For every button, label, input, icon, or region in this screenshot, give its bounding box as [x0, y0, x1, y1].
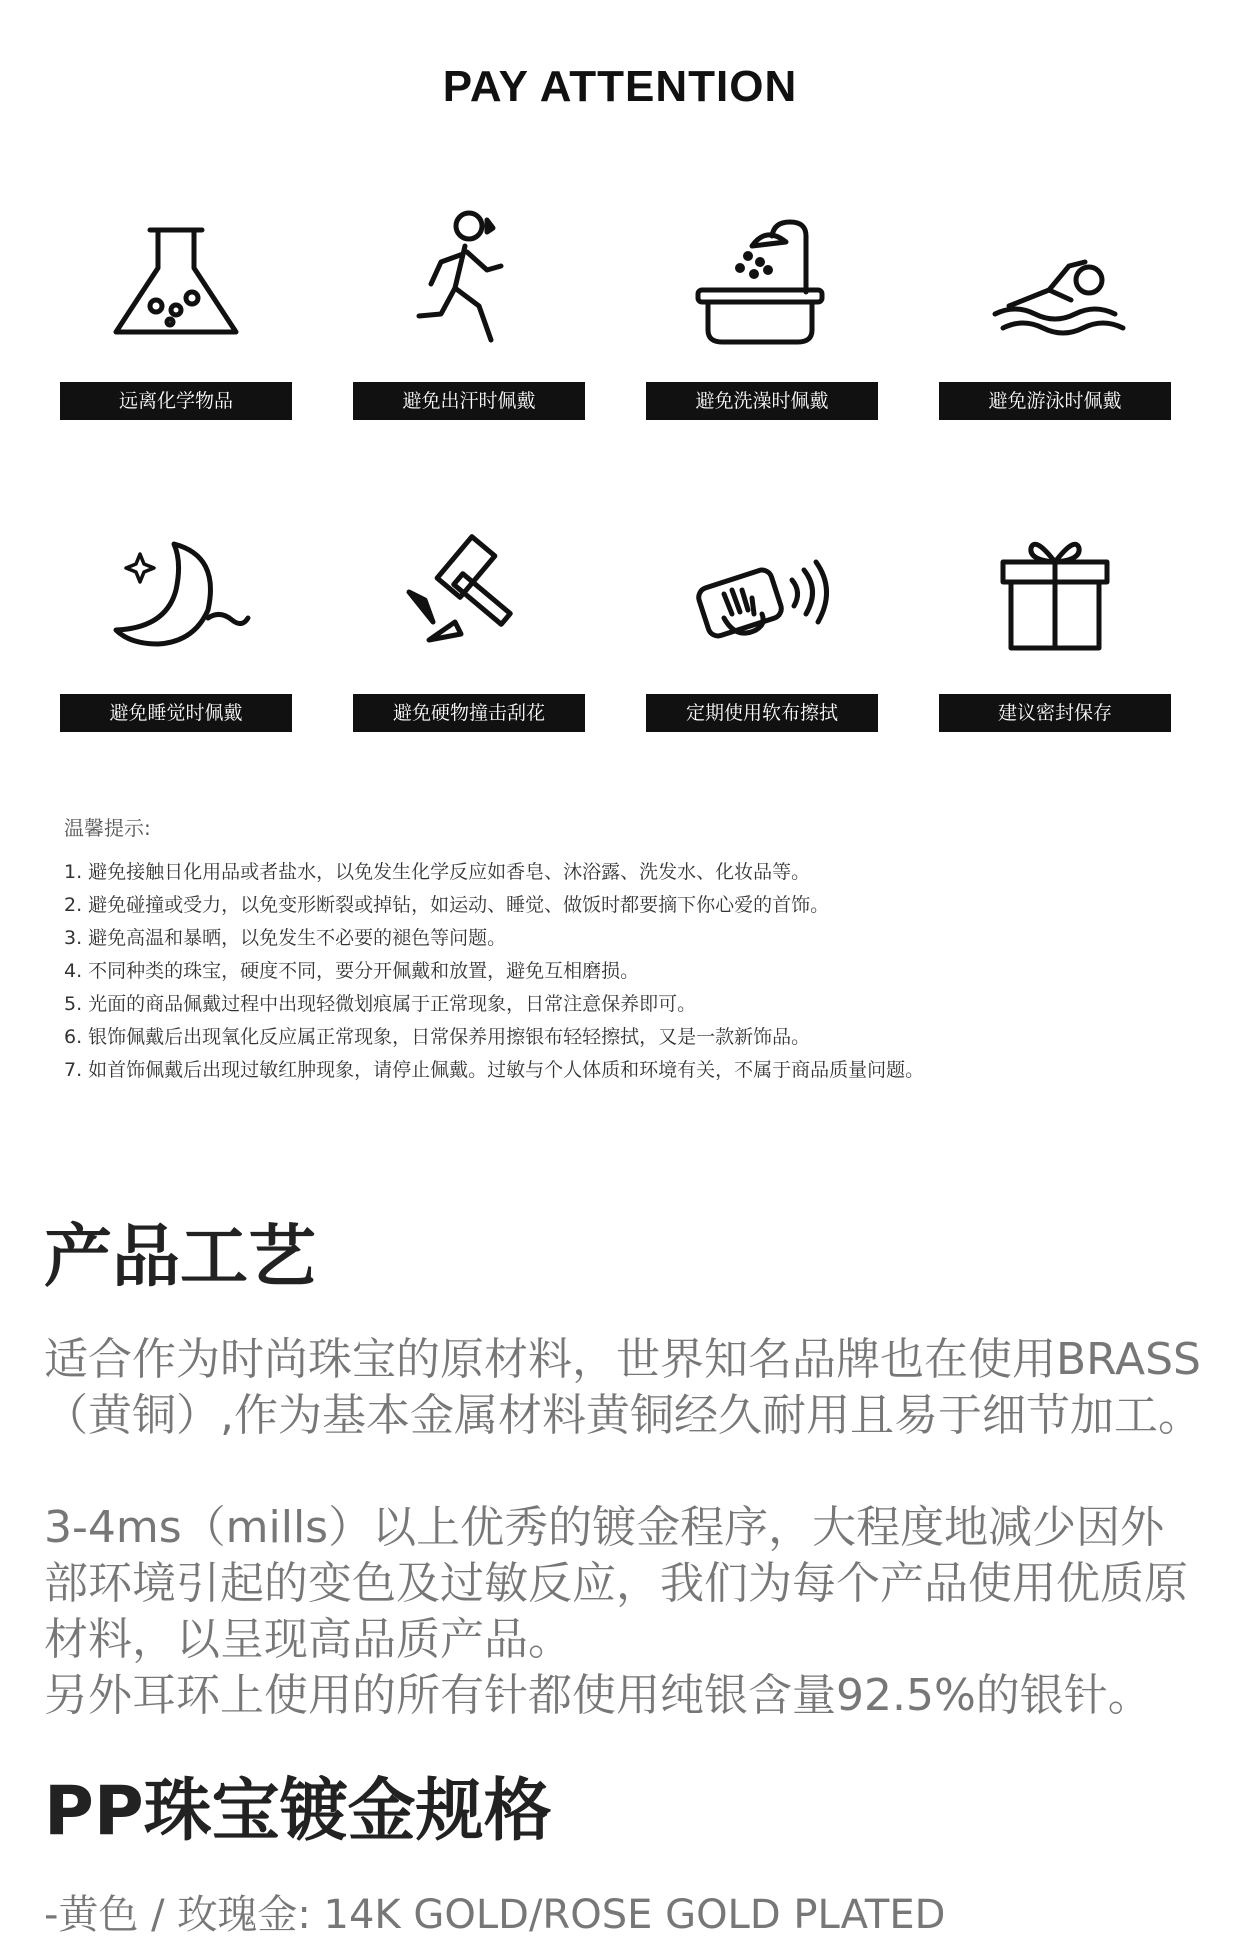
spec-line: -黄色 / 玫瑰金: 14K GOLD/ROSE GOLD PLATED: [44, 1892, 946, 1938]
tips-list: [64, 856, 924, 1087]
tip-item: 2. 避免碰撞或受力，以免变形断裂或掉钻，如运动、睡觉、做饭时都要摘下你心爱的首饰。: [64, 894, 830, 916]
page-title: PAY ATTENTION: [442, 62, 798, 111]
tip-item: 7. 如首饰佩戴后出现过敏红肿现象，请停止佩戴。过敏与个人体质和环境有关，不属于商品质量问题。: [64, 1059, 925, 1081]
gift-box-icon: [975, 518, 1135, 658]
swimmer-icon: [975, 206, 1135, 346]
flask-icon: [96, 206, 256, 346]
moon-sleep-icon: [96, 518, 256, 658]
hammer-icon: [389, 518, 549, 658]
icon-label: 避免硬物撞击刮花: [353, 694, 585, 732]
running-sweat-icon: [389, 206, 549, 346]
tip-item: 6. 银饰佩戴后出现氧化反应属正常现象，日常保养用擦银布轻轻擦拭，又是一款新饰品。: [64, 1026, 811, 1048]
spec-title: PP珠宝镀金规格: [44, 1772, 552, 1851]
tip-item: 4. 不同种类的珠宝，硬度不同，要分开佩戴和放置，避免互相磨损。: [64, 960, 640, 982]
icon-label: 避免游泳时佩戴: [939, 382, 1171, 420]
tip-item: 1. 避免接触日化用品或者盐水，以免发生化学反应如香皂、沐浴露、洗发水、化妆品等。: [64, 861, 811, 883]
icon-label: 避免睡觉时佩戴: [60, 694, 292, 732]
tips-heading: 温馨提示:: [64, 816, 151, 840]
icon-label: 建议密封保存: [939, 694, 1171, 732]
craft-paragraph-2: 3-4ms（mills）以上优秀的镀金程序，大程度地减少因外部环境引起的变色及过敏反应，我们为每个产品使用优质原材料，以呈现高品质产品。: [44, 1502, 1188, 1665]
tip-item: 3. 避免高温和暴晒，以免发生不必要的褪色等问题。: [64, 927, 507, 949]
icon-label: 避免洗澡时佩戴: [646, 382, 878, 420]
craft-paragraph-1: 适合作为时尚珠宝的原材料，世界知名品牌也在使用BRASS（黄铜）,作为基本金属材料黄铜经久耐用且易于细节加工。: [44, 1334, 1202, 1441]
icon-label: 避免出汗时佩戴: [353, 382, 585, 420]
bathtub-shower-icon: [682, 206, 842, 346]
tip-item: 5. 光面的商品佩戴过程中出现轻微划痕属于正常现象，日常注意保养即可。: [64, 993, 697, 1015]
icon-label: 定期使用软布擦拭: [646, 694, 878, 732]
wipe-cloth-icon: [682, 518, 842, 658]
craft-paragraph-3: 另外耳环上使用的所有针都使用纯银含量92.5%的银针。: [44, 1670, 1152, 1721]
icon-label: 远离化学物品: [60, 382, 292, 420]
craft-title: 产品工艺: [44, 1218, 317, 1297]
